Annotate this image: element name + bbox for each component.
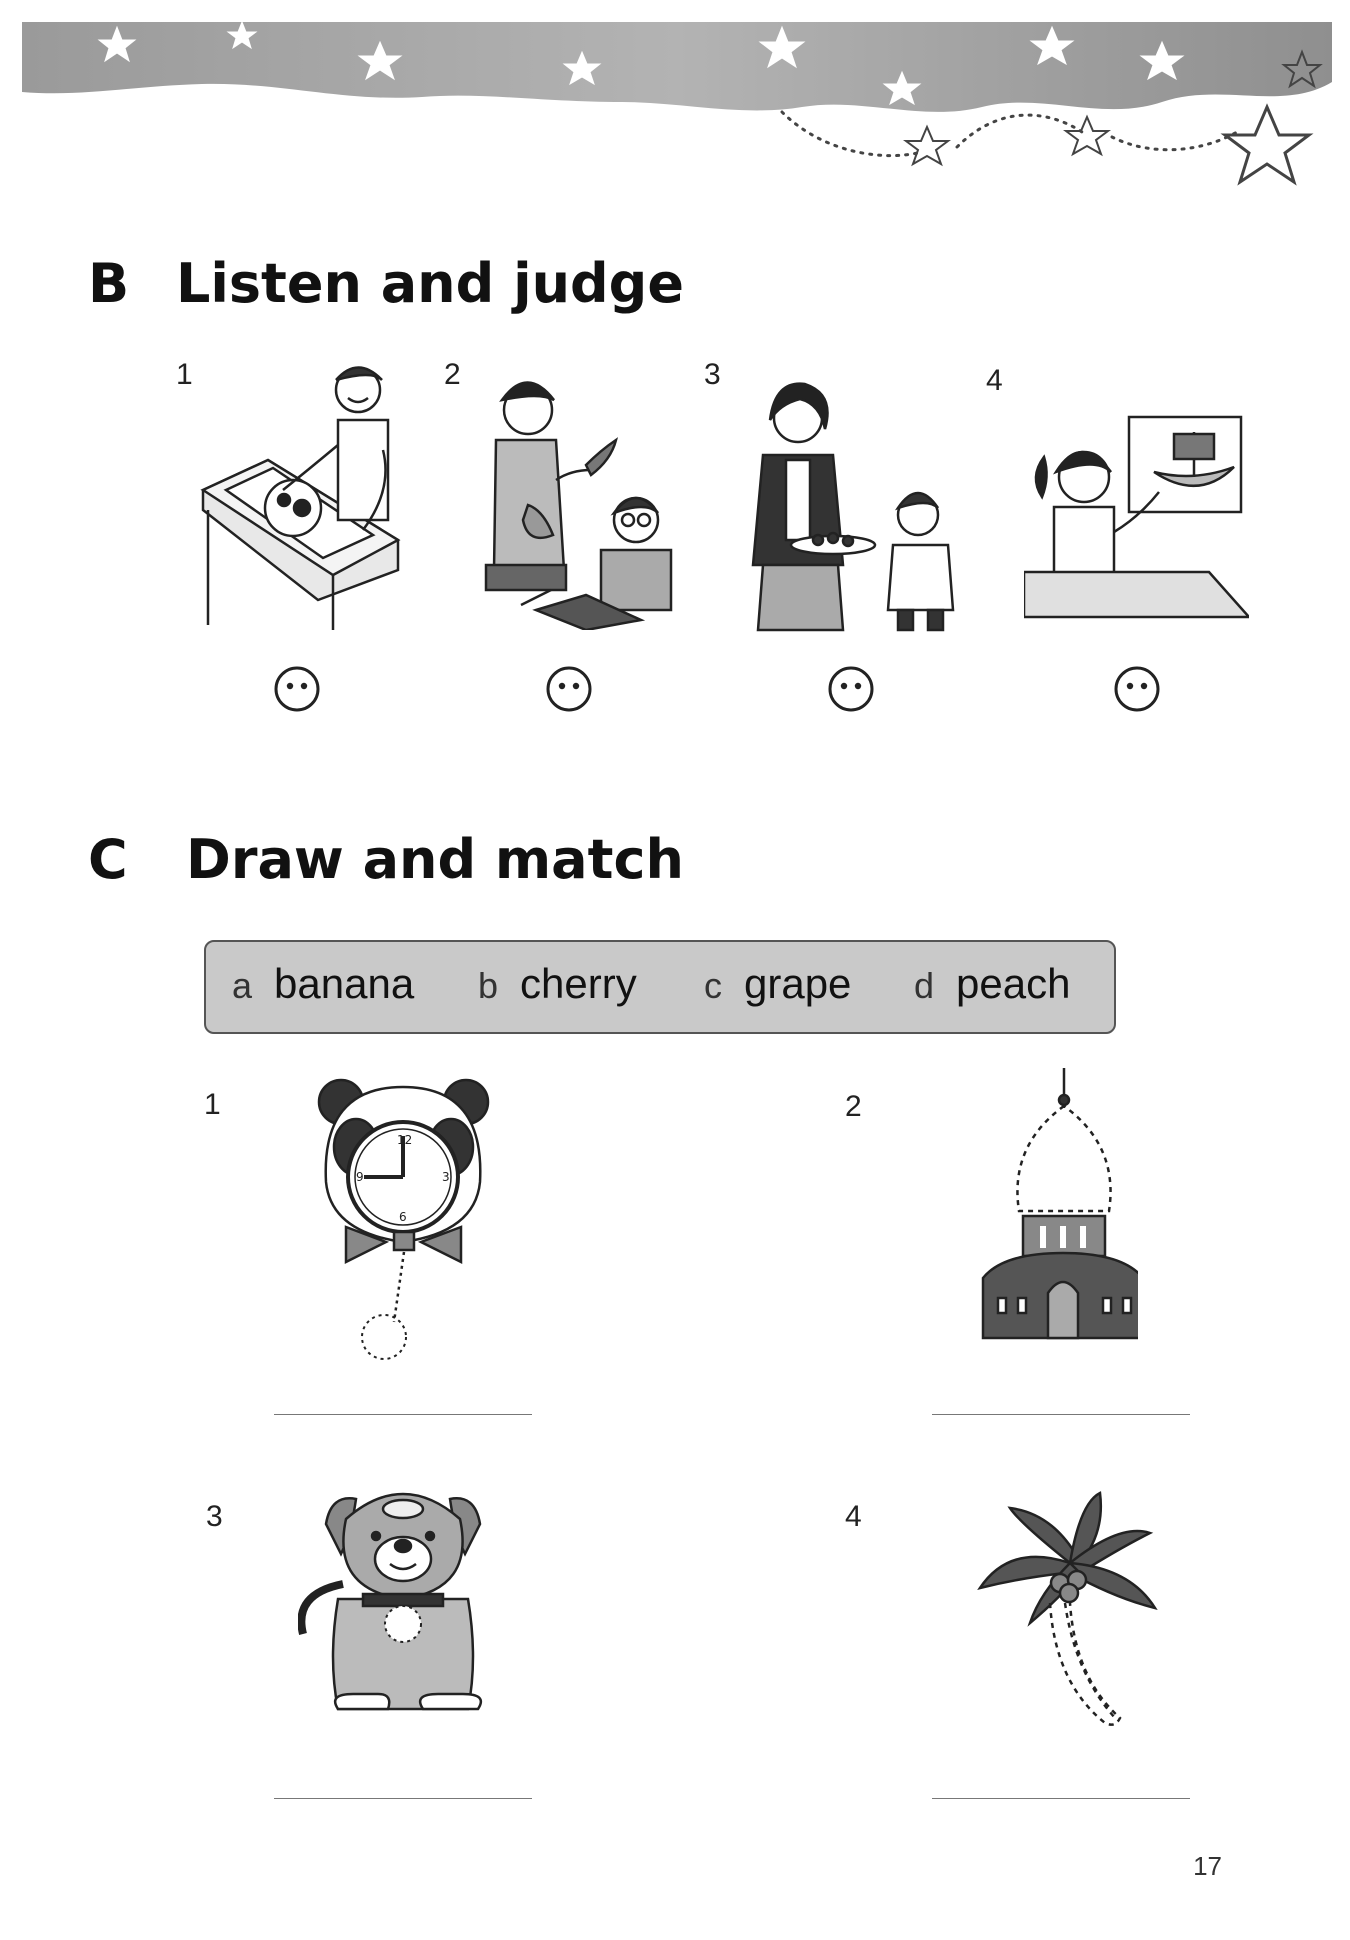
section-c-letter: C [88,828,128,891]
smiley-face-icon[interactable] [1113,665,1161,713]
domed-building-icon [978,1068,1138,1348]
c-item-4-number: 4 [845,1500,862,1533]
svg-text:12: 12 [397,1133,413,1147]
star-banner [22,22,1332,232]
word-option-b: b cherry [478,960,637,1007]
b-item-1-number: 1 [176,358,193,391]
answer-line-1[interactable] [274,1414,532,1415]
smiley-face-icon[interactable] [545,665,593,713]
smiley-face-icon[interactable] [273,665,321,713]
word-option-c: c grape [704,960,852,1007]
section-c-title: Draw and match [186,828,684,891]
dog-icon [298,1484,508,1724]
c-item-1-number: 1 [204,1088,221,1121]
word-option-d: d peach [914,960,1071,1007]
boy-drawing-face-icon [198,350,408,630]
page-number: 17 [1193,1851,1222,1881]
answer-line-3[interactable] [274,1798,532,1799]
answer-line-4[interactable] [932,1798,1190,1799]
mother-giving-bananas-icon [466,365,681,630]
b-item-3-number: 3 [704,358,721,391]
answer-line-2[interactable] [932,1414,1190,1415]
girl-banana-boat-picture-icon [1024,412,1249,622]
section-b-title: Listen and judge [176,252,684,315]
b-item-2-number: 2 [444,358,461,391]
svg-text:6: 6 [399,1210,407,1224]
woman-offering-fruit-plate-icon [748,380,963,635]
smiley-face-icon[interactable] [827,665,875,713]
palm-tree-icon [975,1488,1165,1738]
section-b-letter: B [88,252,130,315]
b-item-4-number: 4 [986,364,1003,397]
word-option-a: a banana [232,960,415,1007]
word-bank [204,940,1116,1034]
c-item-3-number: 3 [206,1500,223,1533]
svg-text:9: 9 [356,1170,364,1184]
c-item-2-number: 2 [845,1090,862,1123]
panda-clock-icon [316,1072,491,1362]
svg-text:3: 3 [442,1170,450,1184]
